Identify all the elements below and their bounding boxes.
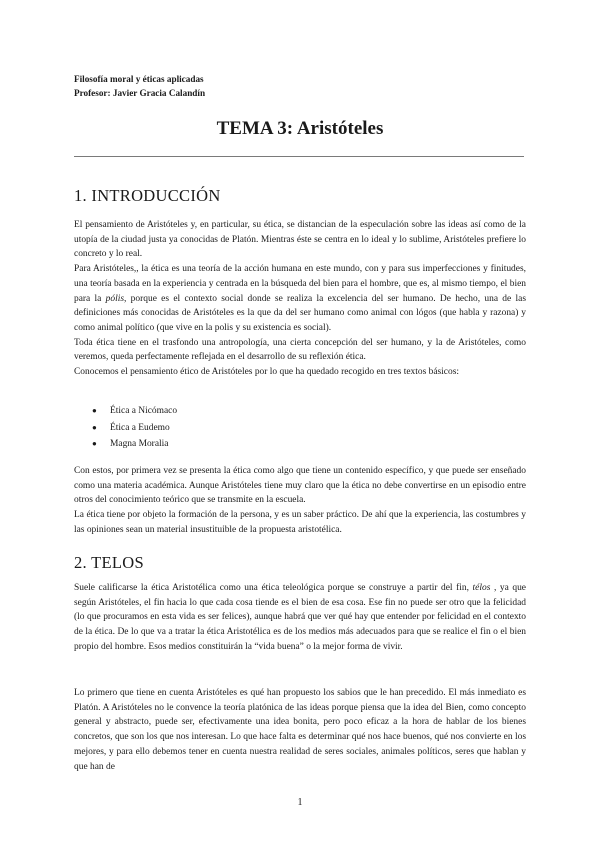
intro-paragraph-2-text-b: , porque es el contexto social donde se realiza la excelencia del ser humano. De hecho, una de las definiciones más conocidas de Aristóteles es la que da del ser humano como animal con lógos (que habla y razona) y como animal político (que vive en la polis y su existencia es social). (74, 293, 526, 333)
intro-paragraph-2-text-a: Para Aristóteles,, la ética es una teoría de la acción humana en este mundo, con y para sus imperfecciones y finitudes, una teoría basada en la experiencia y centrada en la búsqueda del bien para el hombre, que es, al mismo tiempo, el bien para la (74, 264, 526, 304)
bullet-icon: ● (92, 439, 97, 449)
document-title: TEMA 3: Aristóteles (216, 118, 384, 139)
list-item-label: Ética a Nicómaco (110, 406, 178, 416)
course-name: Filosofía moral y éticas aplicadas (74, 74, 204, 84)
section-intro-body-2 (74, 464, 526, 538)
list-item (92, 420, 177, 437)
professor-name: Profesor: Javier Gracia Calandín (74, 88, 206, 98)
section-heading-telos: 2. TELOS (74, 553, 144, 572)
intro-paragraph-4: Conocemos el pensamiento ético de Aristóteles por lo que ha quedado recogido en tres textos básicos: (74, 367, 460, 378)
list-item (92, 436, 177, 453)
intro-paragraph-5: Con estos, por primera vez se presenta la ética como algo que tiene un contenido específico, y que puede ser enseñado como una materia académica. Aunque Aristóteles tiene muy claro que la ética no debe convertirse en un episodio entre otros del conocimiento teórico que se transmite en la escuela. (74, 466, 526, 506)
telos-paragraph-2: Lo primero que tiene en cuenta Aristóteles es qué han propuesto los sabios que le han precedido. El más inmediato es Platón. A Aristóteles no le convence la teoría platónica de las ideas porque piensa que la idea del Bien, como concepto general y abstracto, puede ser, efectivamente una idea bonita, pero poco eficaz a la hora de hablar de los bienes concretos, que son los que nos interesan. Lo que hace falta es determinar qué nos hace buenos, qué nos convierte en los mejores, y para ello debemos tener en cuenta nuestra realidad de seres sociales, animales políticos, seres que hablan y que han de (74, 688, 526, 772)
telos-paragraph-1 (74, 581, 526, 655)
bullet-icon: ● (92, 406, 97, 415)
telos-paragraph-1-text-b: , ya que según Aristóteles, el fin hacia lo que cada cosa tiende es el bien de esa cosa. Ese fin no puede ser otro que la felicidad (lo que procuramos en esta vida es ser felices), aunque habrá que ver qué hay que entender por felicidad en el contexto de la ética. De lo que va a tratar la ética Aristotélica es de los medios más adecuados para que se realice el fin o el bien propio del hombre. Esos medios constituirán la “vida buena” o la mejor forma de vivir. (74, 583, 526, 652)
telos-paragraph-1-text-a: Suele calificarse la ética Aristotélica como una ética teleológica porque se construye a partir del fin, (74, 583, 473, 593)
intro-paragraph-6: La ética tiene por objeto la formación de la persona, y es un saber práctico. De ahí que la experiencia, las costumbres y las opiniones sean un material insustituible de la propuesta aristotélica. (74, 510, 526, 535)
intro-paragraph-2 (74, 262, 526, 336)
telos-term: télos (472, 583, 491, 593)
section-telos-body-2 (74, 686, 526, 774)
texts-list (92, 403, 177, 453)
section-intro-body (74, 218, 526, 380)
list-item-label: Magna Moralia (110, 439, 169, 450)
polis-term: pólis (105, 293, 125, 304)
intro-paragraph-1: El pensamiento de Aristóteles y, en particular, su ética, se distancian de la especulación sobre las ideas así como de la utopía de la ciudad justa ya conocidas de Platón. Mientras éste se centra en lo ideal y lo sublime, Aristóteles prefiere lo concreto y lo real. (74, 220, 526, 260)
bullet-icon: ● (92, 422, 97, 432)
section-telos-body (74, 581, 526, 655)
page-number: 1 (297, 797, 303, 808)
list-item-label: Ética a Eudemo (110, 422, 170, 433)
list-item (92, 403, 177, 420)
section-heading-introduccion: 1. INTRODUCCIÓN (74, 186, 221, 205)
intro-paragraph-3: Toda ética tiene en el trasfondo una antropología, una cierta concepción del ser humano, y la de Aristóteles, como veremos, queda perfectamente reflejada en el desarrollo de su reflexión ética. (74, 337, 526, 363)
title-divider (74, 156, 524, 157)
